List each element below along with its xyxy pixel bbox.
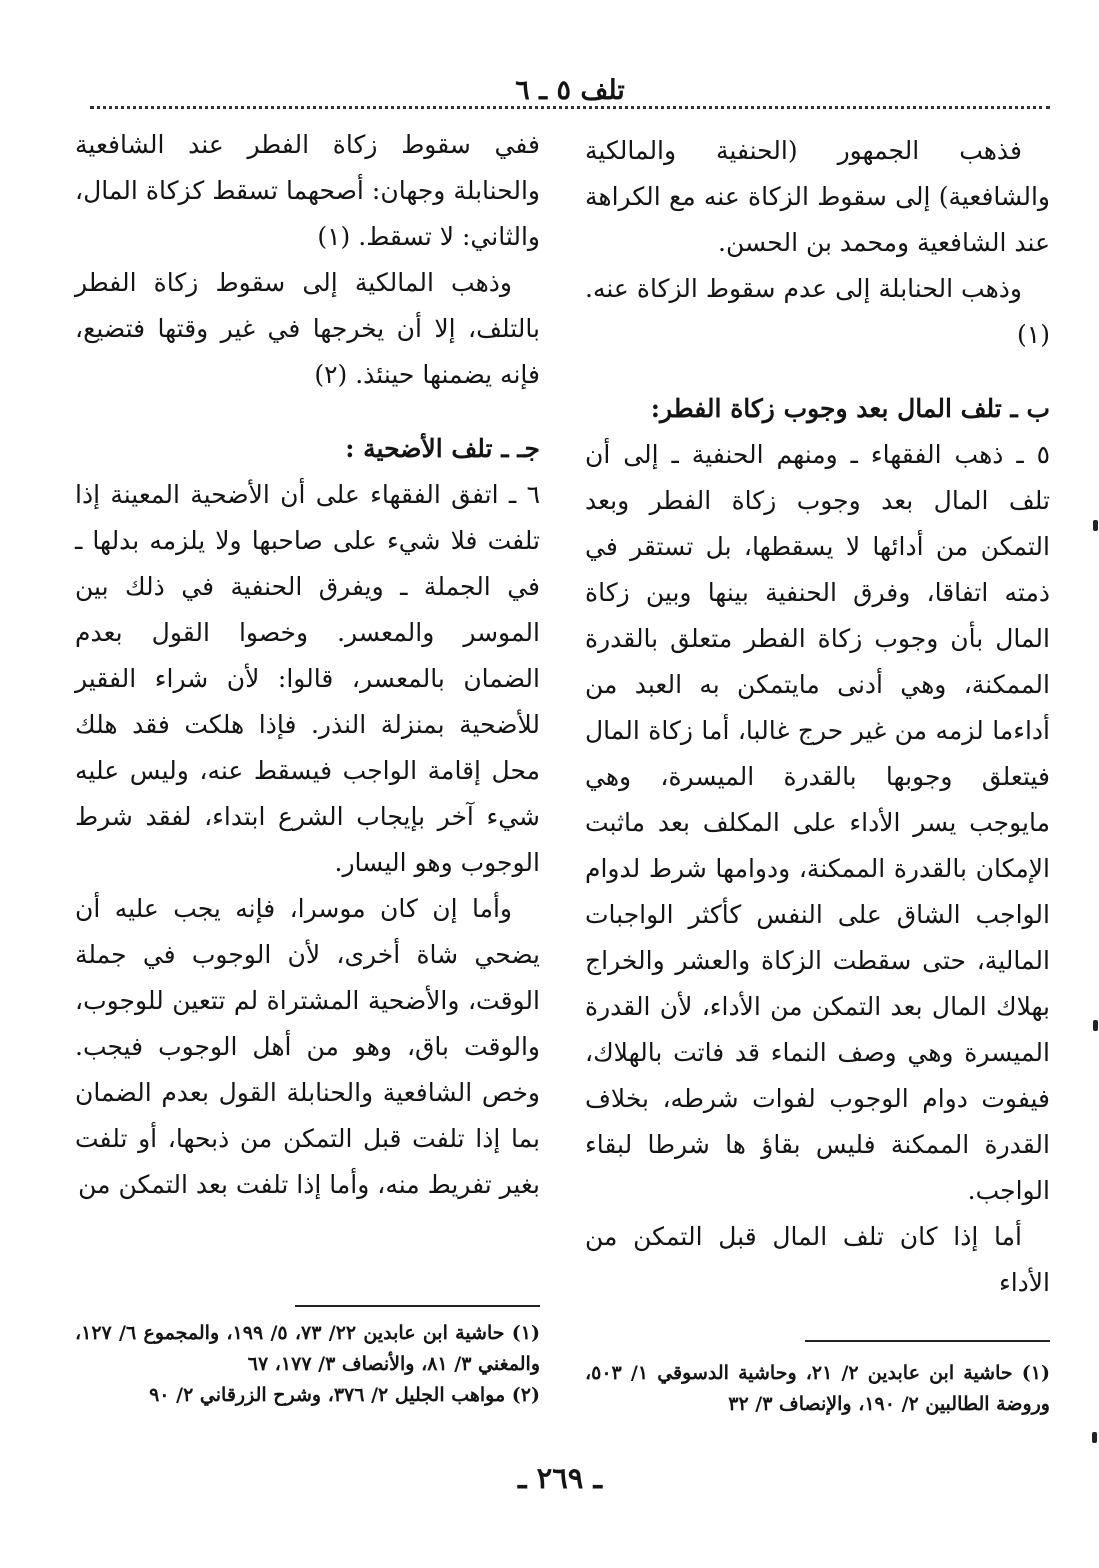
footnote: (١) حاشية ابن عابدين ٢/ ٢١، وحاشية الدسوقي ١/ ٥٠٣، وروضة الطالبين ٢/ ١٩٠، والإنصاف ٣/ ٣٢ — [585, 1362, 1050, 1415]
left-footnote-rule — [295, 1305, 540, 1307]
left-paragraph-1: ففي سقوط زكاة الفطر عند الشافعية والحنابلة وجهان: أصحهما تسقط كزكاة المال، والثاني: لا تسقط. (١) — [75, 130, 540, 251]
left-column — [75, 122, 540, 1292]
scan-edge-mark — [1093, 1020, 1098, 1031]
section-heading-c: جـ ـ تلف الأضحية : — [345, 434, 540, 463]
footnote: (١) حاشية ابن عابدين ٢٢/ ٧٣، ٥/ ١٩٩، والمجموع ٦/ ١٢٧، والمغني ٣/ ٨١، والأنصاف ٣/ ١٧٧، ٦٧ — [75, 1322, 541, 1375]
scan-edge-mark — [1093, 520, 1098, 531]
running-header: تلف ٥ ـ ٦ — [515, 75, 625, 106]
page-number: ـ ٢٦٩ ـ — [518, 1461, 602, 1495]
section-heading-b: ب ـ تلف المال بعد وجوب زكاة الفطر: — [650, 394, 1050, 423]
left-paragraph-4: وأما إن كان موسرا، فإنه يجب عليه أن يضحي شاة أخرى، لأن الوجوب في جملة الوقت، والأضحية المشتراة لم تتعين للوجوب، والوقت باق، وهو من أهل الوجوب فيجب. وخص الشافعية والحنابلة القول بعدم الضمان بما إذا تلفت قبل التمكن من ذبحها، أو تلفت بغير تفريط منه، وأما إذا تلفت بعد التمكن من — [75, 894, 540, 1199]
left-footnotes — [75, 1318, 540, 1411]
left-paragraph-2: وذهب المالكية إلى سقوط زكاة الفطر بالتلف، إلا أن يخرجها في غير وقتها فتضيع، فإنه يضمنها حينئذ. (٢) — [75, 268, 540, 389]
footnote: (٢) مواهب الجليل ٢/ ٣٧٦، وشرح الزرقاني ٢/ ٩٠ — [149, 1384, 540, 1406]
right-footnotes — [585, 1358, 1050, 1420]
scan-edge-mark — [1092, 1432, 1097, 1443]
right-paragraph-1: فذهب الجمهور (الحنفية والمالكية والشافعية) إلى سقوط الزكاة عنه مع الكراهة عند الشافعية ومحمد بن الحسن. — [585, 136, 1050, 257]
right-paragraph-4: أما إذا كان تلف المال قبل التمكن من الأداء — [585, 1222, 1050, 1297]
right-column — [585, 128, 1050, 1318]
left-paragraph-3: ٦ ـ اتفق الفقهاء على أن الأضحية المعينة إذا تلفت فلا شيء على صاحبها ولا يلزمه بدلها ـ في الجملة ـ ويفرق الحنفية في ذلك بين الموسر والمعسر. وخصوا القول بعدم الضمان بالمعسر، قالوا: لأن شراء الفقير للأضحية بمنزلة النذر. فإذا هلكت فقد هلك محل إقامة الواجب فيسقط عنه، وليس عليه شيء آخر بإيجاب الشرع ابتداء، لفقد شرط الوجوب وهو اليسار. — [75, 480, 540, 877]
right-footnote-rule — [805, 1340, 1050, 1342]
right-paragraph-3: ٥ ـ ذهب الفقهاء ـ ومنهم الحنفية ـ إلى أن تلف المال بعد وجوب زكاة الفطر وبعد التمكن من أدائها لا يسقطها، بل تستقر في ذمته اتفاقا، وفرق الحنفية بينها وبين زكاة المال بأن وجوب زكاة الفطر متعلق بالقدرة الممكنة، وهي أدنى مايتمكن به العبد من أداءما لزمه من غير حرج غالبا، أما زكاة المال فيتعلق وجوبها بالقدرة الميسرة، وهي مايوجب يسر الأداء على المكلف بعد ماثبت الإمكان بالقدرة الممكنة، ودوامها شرط لدوام الواجب الشاق على النفس كأكثر الواجبات المالية، حتى سقطت الزكاة والعشر والخراج بهلاك المال بعد التمكن من الأداء، لأن القدرة الميسرة وهي وصف النماء قد فاتت بالهلاك، فيفوت دوام الوجوب لفوات شرطه، بخلاف القدرة الممكنة فليس بقاؤ ها شرطا لبقاء الواجب. — [585, 440, 1050, 1205]
right-paragraph-2: وذهب الحنابلة إلى عدم سقوط الزكاة عنه. (١) — [585, 274, 1050, 349]
header-dotted-rule — [90, 106, 1050, 109]
